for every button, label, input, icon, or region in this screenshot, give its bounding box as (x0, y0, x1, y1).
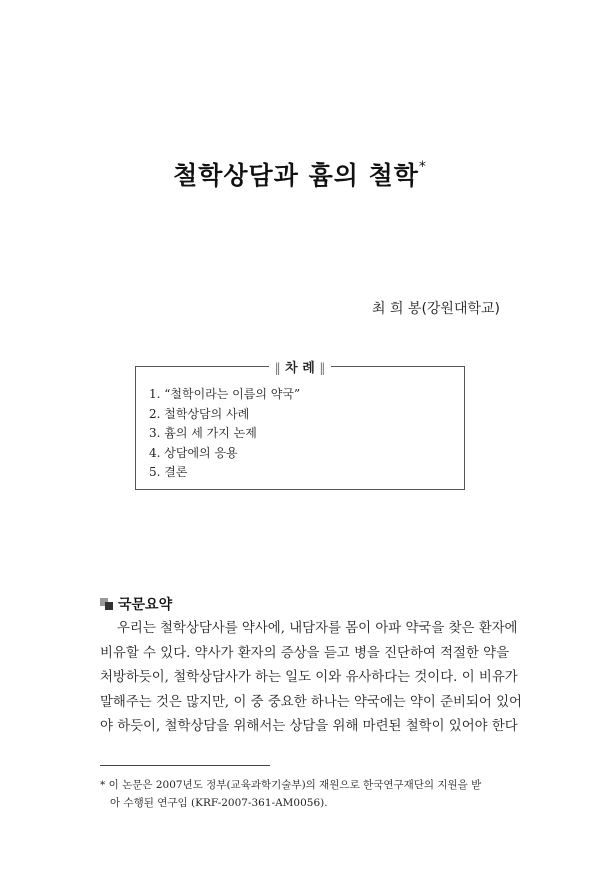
abstract-heading (100, 594, 172, 614)
table-of-contents (135, 361, 465, 490)
footnote-line: 아 수행된 연구임 (KRF-2007-361-AM0056). (110, 797, 328, 809)
toc-bar-right: ‖ (319, 361, 326, 375)
abstract-body (100, 617, 522, 740)
toc-heading (136, 357, 464, 376)
title-footnote-marker[interactable]: * (418, 158, 427, 175)
toc-item[interactable]: 3. 흄의 세 가지 논제 (149, 426, 257, 440)
abstract-line: 비유할 수 있다. 약사가 환자의 증상을 듣고 병을 진단하여 적절한 약을 (100, 645, 510, 661)
title-text: 철학상담과 흄의 철학 (173, 161, 419, 190)
toc-list (149, 385, 300, 483)
toc-item[interactable]: 4. 상담에의 응용 (149, 445, 238, 460)
toc-bar-left: ‖ (274, 361, 281, 375)
toc-item[interactable]: 2. 철학상담의 사례 (149, 406, 250, 421)
abstract-line: 말해주는 것은 많지만, 이 중 중요한 하나는 약국에는 약이 준비되어 있어 (100, 694, 522, 710)
footnote-divider (100, 765, 270, 766)
paper-title (0, 156, 600, 192)
square-bullet-icon (100, 598, 114, 610)
abstract-line: 야 하듯이, 철학상담을 위해서는 상담을 위해 마련된 철학이 있어야 한다 (100, 719, 518, 734)
footnote (100, 776, 500, 812)
abstract-line: 우리는 철학상담사를 약사에, 내담자를 몸이 아파 약국을 찾은 환자에 (117, 621, 518, 636)
author-line: 최 희 봉(강원대학교) (371, 301, 500, 317)
abstract-heading-text: 국문요약 (118, 597, 173, 613)
toc-heading-text: 차 례 (285, 361, 315, 376)
toc-item[interactable]: 5. 결론 (149, 465, 188, 479)
abstract-line: 처방하듯이, 철학상담사가 하는 일도 이와 유사하다는 것이다. 이 비유가 (100, 670, 518, 685)
footnote-line: * 이 논문은 2007년도 정부(교육과학기술부)의 재원으로 한국연구재단의 지원을 받 (100, 779, 482, 791)
toc-item[interactable]: 1. “철학이라는 이름의 약국” (149, 387, 301, 401)
